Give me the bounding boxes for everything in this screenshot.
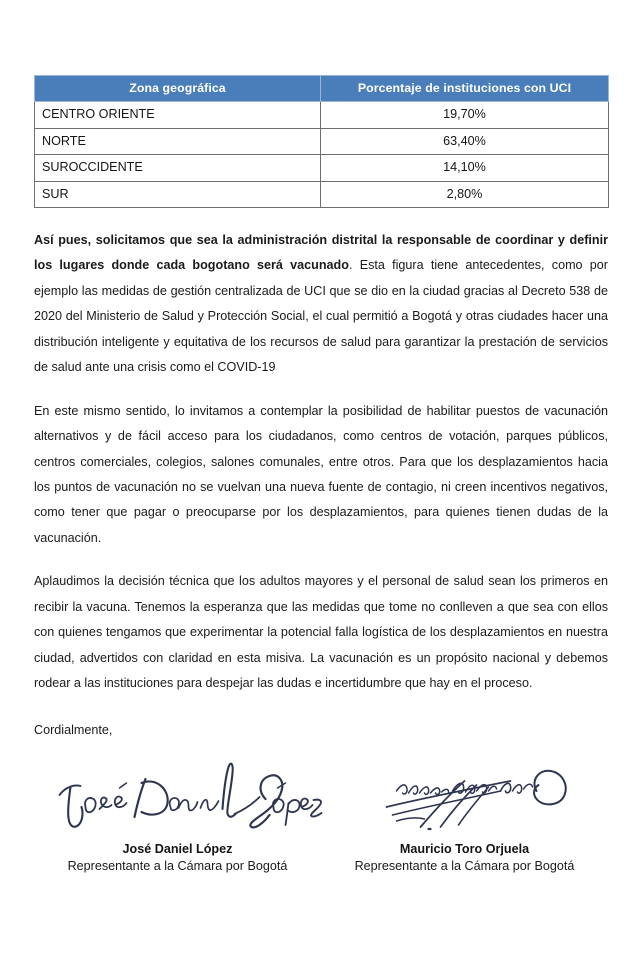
table-row xyxy=(35,102,609,128)
column-header-zona: Zona geográfica xyxy=(35,76,321,102)
signatory-name: José Daniel López xyxy=(122,841,233,856)
document-content xyxy=(34,75,608,876)
paragraph-request xyxy=(34,228,608,381)
table-row xyxy=(35,181,609,207)
table-row xyxy=(35,128,609,154)
cell-percent: 63,40% xyxy=(321,128,609,154)
paragraph-request-rest: . Esta figura tiene antecedentes, como por ejemplo las medidas de gestión centralizada de UCI que se dio en la ciudad gracias al Decreto 538 de 2020 del Ministerio de Salud y Protección Social, el cual permitió a Bogotá y otras ciudades hacer una distribución inteligente y equitativa de los recursos de salud para garantizar la prestación de servicios de salud ante una crisis como el COVID-19 xyxy=(34,258,608,375)
signatory-name: Mauricio Toro Orjuela xyxy=(399,841,530,856)
paragraph-request-emphasis: Así pues, solicitamos que sea la administración distrital la responsable de coordinar y definir los lugares donde cada bogotano será vacunado xyxy=(34,233,608,273)
table-header-row xyxy=(35,76,609,102)
closing-salutation: Cordialmente, xyxy=(34,723,113,738)
cell-percent: 14,10% xyxy=(321,155,609,181)
signature-block xyxy=(34,755,608,877)
cell-zone: SUROCCIDENTE xyxy=(35,155,321,181)
paragraph-alternative-sites: En este mismo sentido, lo invitamos a contemplar la posibilidad de habilitar puestos de vacunación alternativos y de fácil acceso para los ciudadanos, como centros de votación, parques públicos, centros comerciales, colegios, salones comunales, entre otros. Para que los desplazamientos hacia los puntos de vacunación no se vuelvan una nueva fuente de contagio, ni creen incentivos negativos, como tener que pagar o preocuparse por los desplazamientos, para quienes tienen dudas de la vacunación. xyxy=(34,403,608,545)
paragraph-closing-argument: Aplaudimos la decisión técnica que los adultos mayores y el personal de salud sean los primeros en recibir la vacuna. Tenemos la esperanza que las medidas que tome no conlleven a que sea con ellos con quienes tengamos que experimentar la potencial falla logística de los desplazamientos en nuestra ciudad, advertidos con claridad en esta misiva. La vacunación es un propósito nacional y debemos rodear a las instituciones para despejar las dudas e incertidumbre que hay en el proceso. xyxy=(34,574,608,691)
uci-statistics-table xyxy=(34,75,609,208)
cell-percent: 2,80% xyxy=(321,181,609,207)
signatory-role: Representante a la Cámara por Bogotá xyxy=(354,859,575,874)
table-row xyxy=(35,155,609,181)
cell-zone: SUR xyxy=(35,181,321,207)
signature-image-mauricio-toro-orjuela xyxy=(321,755,608,841)
cell-percent: 19,70% xyxy=(321,102,609,128)
signatory-jose-daniel-lopez xyxy=(34,755,321,877)
signature-image-jose-daniel-lopez xyxy=(34,755,321,841)
column-header-porcentaje: Porcentaje de instituciones con UCI xyxy=(321,76,609,102)
cell-zone: CENTRO ORIENTE xyxy=(35,102,321,128)
signatory-role: Representante a la Cámara por Bogotá xyxy=(67,859,288,874)
signatory-mauricio-toro-orjuela xyxy=(321,755,608,877)
cell-zone: NORTE xyxy=(35,128,321,154)
